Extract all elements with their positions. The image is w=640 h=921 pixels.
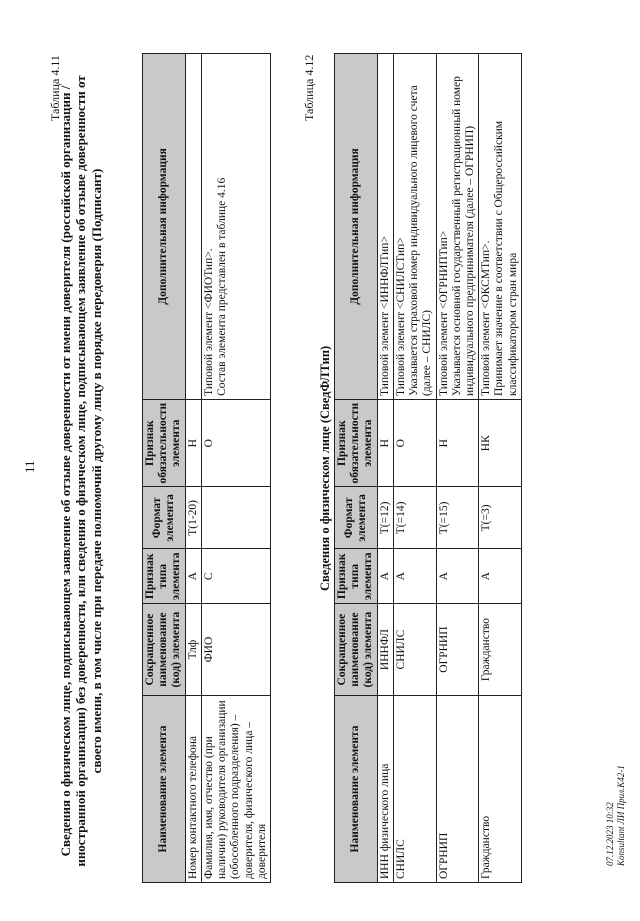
table-cell: СНИЛС — [393, 604, 436, 696]
table-cell: T(=3) — [479, 487, 522, 549]
table-row — [185, 54, 201, 883]
table-cell: Гражданство — [479, 695, 522, 882]
table-cell: ОГРНИП — [436, 695, 479, 882]
table-row — [201, 54, 270, 883]
table-cell: Типовой элемент <ОКСМТип>. Принимает значение в соответствии с Общероссийским классификатором стран мира — [479, 54, 522, 400]
data-table — [334, 53, 522, 883]
table-cell: Типовой элемент <ОГРНИПТип> Указывается основной государственный регистрационный номер индивидуального предпринимателя (далее – ОГРНИП) — [436, 54, 479, 400]
table-row — [436, 54, 479, 883]
table-cell: ФИО — [201, 604, 270, 696]
table-cell: Н — [377, 399, 393, 487]
table-cell: А — [479, 549, 522, 604]
table-cell: А — [185, 549, 201, 604]
table-cell: ИННФЛ — [377, 604, 393, 696]
table-row — [479, 54, 522, 883]
table-cell: Т(1-20) — [185, 487, 201, 549]
table-title: Сведения о физическом лице, подписывающем заявление об отзыве доверенности от имени доверителя (российской организации / иностранной организации) без доверенности, или сведения о физическом лице, подписывающем заявление об отзыве доверенности от своего имени, в том числе при передаче полномочий другому лицу в порядке передоверия (Подписант) — [58, 75, 104, 867]
table-cell: Н — [436, 399, 479, 487]
column-header: Дополнительная информация — [335, 54, 378, 400]
table-cell: НК — [479, 399, 522, 487]
column-header: Сокращенное наименование (код) элемента — [143, 604, 186, 696]
column-header: Формат элемента — [143, 487, 186, 549]
table-cell: T(=14) — [393, 487, 436, 549]
column-header: Наименование элемента — [335, 695, 378, 882]
table-cell: А — [377, 549, 393, 604]
table-cell: О — [393, 399, 436, 487]
table-row — [377, 54, 393, 883]
column-header: Дополнительная информация — [143, 54, 186, 400]
table-cell: Н — [185, 399, 201, 487]
table-label: Таблица 4.11 — [48, 55, 62, 121]
table-cell: О — [201, 399, 270, 487]
table-row — [393, 54, 436, 883]
column-header: Наименование элемента — [143, 695, 186, 882]
table-cell: ОГРНИП — [436, 604, 479, 696]
table-label: Таблица 4.12 — [302, 54, 316, 121]
column-header: Сокращенное наименование (код) элемента — [335, 604, 378, 696]
table-cell: Номер контактного телефона — [185, 695, 201, 882]
column-header: Признак обязательности элемента — [335, 399, 378, 487]
table-header-row — [335, 54, 378, 883]
table-cell: Фамилия, имя, отчество (при наличии) руководителя организации (обособленного подразделения) – доверителя, физического лица – доверителя — [201, 695, 270, 882]
table-header-row — [143, 54, 186, 883]
table-cell: T(=15) — [436, 487, 479, 549]
table-cell: Типовой элемент <ИННФЛТип> — [377, 54, 393, 400]
page-number: 11 — [22, 460, 37, 473]
column-header: Признак обязательности элемента — [143, 399, 186, 487]
footer-date: 07.12.2023 10:32 — [605, 802, 615, 866]
table-cell: Типовой элемент <СНИЛСТип> Указывается страховой номер индивидуального лицевого счета (далее – СНИЛС) — [393, 54, 436, 400]
table-cell: А — [393, 549, 436, 604]
table-cell: ИНН физического лица — [377, 695, 393, 882]
table-cell: Типовой элемент <ФИОТип>. Состав элемента представлен в таблице 4.16 — [201, 54, 270, 400]
table-cell: T(=12) — [377, 487, 393, 549]
column-header: Формат элемента — [335, 487, 378, 549]
footer-source: Konsultant ЛИ Прил.К42-1 — [615, 765, 626, 866]
table-cell: С — [201, 549, 270, 604]
column-header: Признак типа элемента — [335, 549, 378, 604]
table-cell — [185, 54, 201, 400]
table-cell: А — [436, 549, 479, 604]
table-cell: СНИЛС — [393, 695, 436, 882]
column-header: Признак типа элемента — [143, 549, 186, 604]
data-table — [142, 53, 271, 883]
table-cell: Тлф — [185, 604, 201, 696]
table-cell — [201, 487, 270, 549]
table-title: Сведения о физическом лице (СведФЛТип) — [318, 345, 332, 591]
table-cell: Гражданство — [479, 604, 522, 696]
footer-stamp — [605, 765, 627, 866]
